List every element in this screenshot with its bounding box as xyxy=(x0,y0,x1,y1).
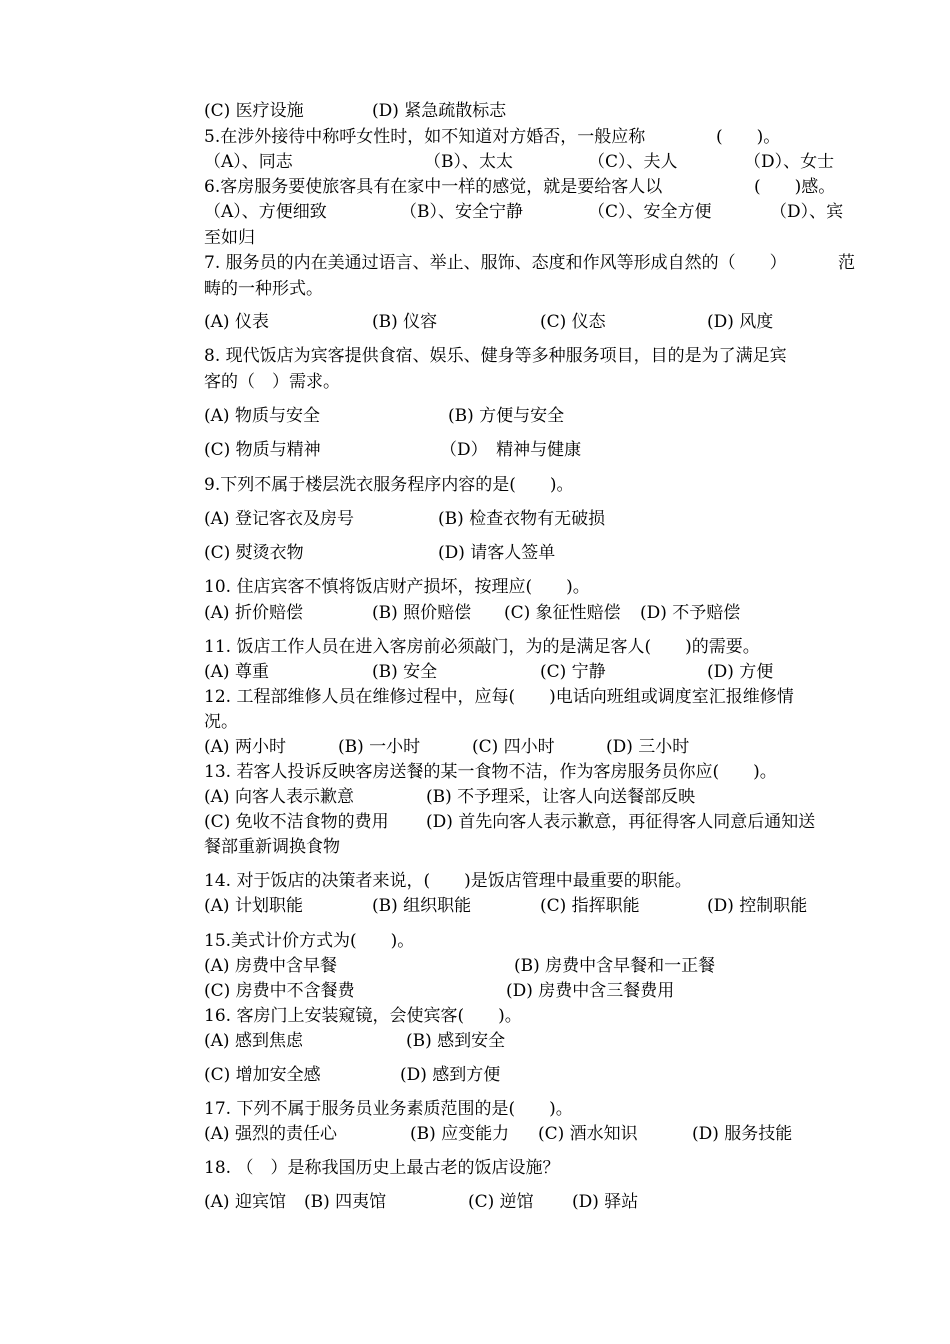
text-segment: (A) 强烈的责任心 xyxy=(204,1124,337,1144)
text-segment: 9.下列不属于楼层洗衣服务程序内容的是( )。 xyxy=(204,475,574,495)
text-segment: (D) 方便 xyxy=(707,662,774,682)
text-segment: （B）、太太 xyxy=(424,152,513,172)
text-segment: (B) 一小时 xyxy=(338,737,421,757)
text-segment: (B) 感到安全 xyxy=(406,1031,506,1051)
text-segment: (C) 四小时 xyxy=(472,737,555,757)
text-segment: 餐部重新调换食物 xyxy=(204,837,340,857)
text-segment: (D) 驿站 xyxy=(572,1192,639,1212)
text-segment: 17. 下列不属于服务员业务素质范围的是( )。 xyxy=(204,1099,573,1119)
text-segment: (C) 熨烫衣物 xyxy=(204,543,304,563)
text-segment: (D) 不予赔偿 xyxy=(640,603,741,623)
text-segment: (D) 房费中含三餐费用 xyxy=(506,981,675,1001)
text-segment: 7. 服务员的内在美通过语言、举止、服饰、态度和作风等形成自然的（ ） xyxy=(204,253,787,273)
text-segment: (A) 感到焦虑 xyxy=(204,1031,303,1051)
text-segment: 13. 若客人投诉反映客房送餐的某一食物不洁，作为客房服务员你应( )。 xyxy=(204,762,777,782)
text-segment: 8. 现代饭店为宾客提供食宿、娱乐、健身等多种服务项目，目的是为了满足宾 xyxy=(204,346,787,366)
text-segment: (C) 物质与精神 xyxy=(204,440,321,460)
text-segment: (D) 请客人签单 xyxy=(438,543,556,563)
text-segment: (D) 首先向客人表示歉意，再征得客人同意后通知送 xyxy=(426,812,816,832)
text-segment: (D) 服务技能 xyxy=(692,1124,793,1144)
text-segment: (B) 照价赔偿 xyxy=(372,603,472,623)
text-segment: ( )。 xyxy=(716,127,781,147)
text-segment: (C) 增加安全感 xyxy=(204,1065,321,1085)
text-segment: (A) 尊重 xyxy=(204,662,269,682)
text-segment: （D）、宾 xyxy=(770,202,844,222)
text-segment: (B) 检查衣物有无破损 xyxy=(438,509,606,529)
text-segment: (A) 迎宾馆 xyxy=(204,1192,286,1212)
text-segment: (C) 宁静 xyxy=(540,662,606,682)
text-segment: 14. 对于饭店的决策者来说，( )是饭店管理中最重要的职能。 xyxy=(204,871,692,891)
text-segment: (A) 仪表 xyxy=(204,312,269,332)
text-segment: 11. 饭店工作人员在进入客房前必须敲门，为的是满足客人( )的需要。 xyxy=(204,637,760,657)
text-segment: 范 xyxy=(838,253,855,273)
text-segment: (D) 感到方便 xyxy=(400,1065,501,1085)
text-segment: 16. 客房门上安装窥镜，会使宾客( )。 xyxy=(204,1006,522,1026)
text-segment: 15.美式计价方式为( )。 xyxy=(204,931,415,951)
text-segment: (C) 指挥职能 xyxy=(540,896,640,916)
text-segment: 12. 工程部维修人员在维修过程中，应每( )电话向班组或调度室汇报维修情 xyxy=(204,687,794,707)
text-segment: (A) 登记客衣及房号 xyxy=(204,509,354,529)
text-segment: （D）、女士 xyxy=(744,152,835,172)
text-segment: (D) 三小时 xyxy=(606,737,690,757)
text-segment: 5.在涉外接待中称呼女性时，如不知道对方婚否，一般应称 xyxy=(204,127,646,147)
text-segment: (C) 房费中不含餐费 xyxy=(204,981,355,1001)
text-segment: (C) 逆馆 xyxy=(468,1192,534,1212)
text-segment: (A) 两小时 xyxy=(204,737,286,757)
text-segment: (A) 房费中含早餐 xyxy=(204,956,337,976)
text-segment: ( )感。 xyxy=(754,177,836,197)
text-segment: （A）、同志 xyxy=(204,152,293,172)
text-segment: (B) 不予理采，让客人向送餐部反映 xyxy=(426,787,696,807)
text-segment: (C) 仪态 xyxy=(540,312,606,332)
text-segment: (B) 应变能力 xyxy=(410,1124,510,1144)
text-segment: (D) 控制职能 xyxy=(707,896,808,916)
text-segment: (A) 物质与安全 xyxy=(204,406,320,426)
text-segment: (B) 四夷馆 xyxy=(304,1192,387,1212)
text-segment: (A) 向客人表示歉意 xyxy=(204,787,354,807)
text-segment: (A) 折价赔偿 xyxy=(204,603,303,623)
text-segment: 10. 住店宾客不慎将饭店财产损坏，按理应( )。 xyxy=(204,577,590,597)
text-segment: （C）、安全方便 xyxy=(588,202,712,222)
text-segment: 6.客房服务要使旅客具有在家中一样的感觉，就是要给客人以 xyxy=(204,177,663,197)
text-segment: (C) 象征性赔偿 xyxy=(504,603,621,623)
text-segment: (C) 酒水知识 xyxy=(538,1124,638,1144)
text-segment: （A）、方便细致 xyxy=(204,202,327,222)
text-segment: (C) 免收不洁食物的费用 xyxy=(204,812,389,832)
text-segment: (B) 房费中含早餐和一正餐 xyxy=(514,956,716,976)
text-segment: （D） 精神与健康 xyxy=(440,440,582,460)
text-segment: (D) 风度 xyxy=(707,312,774,332)
text-segment: (D) 紧急疏散标志 xyxy=(372,101,507,121)
text-segment: (B) 仪容 xyxy=(372,312,438,332)
text-segment: （B）、安全宁静 xyxy=(400,202,523,222)
text-segment: (B) 安全 xyxy=(372,662,438,682)
text-segment: 至如归 xyxy=(204,228,255,248)
text-segment: 18. （ ）是称我国历史上最古老的饭店设施？ xyxy=(204,1158,560,1178)
text-segment: 客的（ ）需求。 xyxy=(204,372,340,392)
text-segment: (A) 计划职能 xyxy=(204,896,303,916)
text-segment: (C) 医疗设施 xyxy=(204,101,304,121)
text-segment: (B) 组织职能 xyxy=(372,896,472,916)
text-segment: （C）、夫人 xyxy=(588,152,678,172)
text-segment: 况。 xyxy=(204,712,238,732)
text-segment: (B) 方便与安全 xyxy=(448,406,565,426)
text-segment: 畴的一种形式。 xyxy=(204,279,323,299)
